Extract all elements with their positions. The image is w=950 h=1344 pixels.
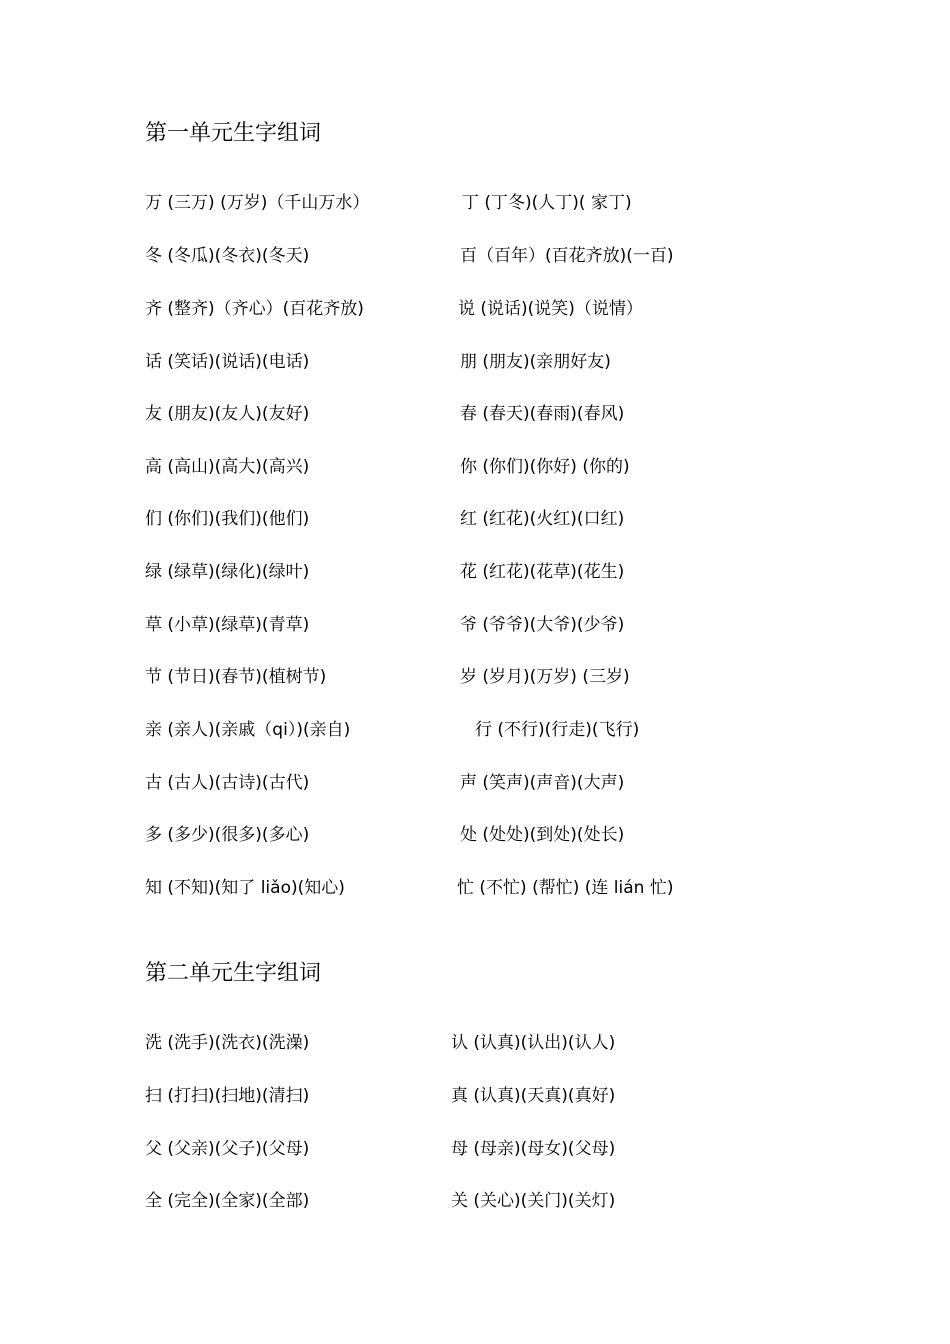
word-entry-right: 花 (红花)(花草)(花生)	[460, 562, 625, 582]
word-entry-right: 真 (认真)(天真)(真好)	[451, 1086, 616, 1106]
word-entry-left: 友 (朋友)(友人)(友好)	[145, 404, 310, 424]
word-entry-right: 百（百年）(百花齐放)(一百)	[460, 246, 674, 266]
word-entry-right: 爷 (爷爷)(大爷)(少爷)	[460, 615, 625, 635]
word-entry-right: 声 (笑声)(声音)(大声)	[460, 773, 625, 793]
word-entry-left: 齐 (整齐)（齐心）(百花齐放)	[145, 299, 364, 319]
word-entry-left: 话 (笑话)(说话)(电话)	[145, 352, 310, 372]
word-entry-left: 多 (多少)(很多)(多心)	[145, 825, 310, 845]
word-entry-right: 丁 (丁冬)(人丁)( 家丁)	[462, 193, 632, 213]
word-entry-left: 万 (三万) (万岁)（千山万水）	[145, 193, 370, 213]
word-entry-left: 扫 (打扫)(扫地)(清扫)	[145, 1086, 310, 1106]
word-entry-left: 绿 (绿草)(绿化)(绿叶)	[145, 562, 310, 582]
word-entry-left: 全 (完全)(全家)(全部)	[145, 1191, 310, 1211]
word-entry-right: 母 (母亲)(母女)(父母)	[451, 1139, 616, 1159]
word-entry-left: 知 (不知)(知了 liǎo)(知心)	[145, 878, 345, 898]
word-entry-right: 说 (说话)(说笑)（说情）	[458, 299, 643, 319]
word-entry-right: 认 (认真)(认出)(认人)	[451, 1033, 616, 1053]
word-entry-right: 处 (处处)(到处)(处长)	[460, 825, 625, 845]
word-entry-left: 草 (小草)(绿草)(青草)	[145, 615, 310, 635]
word-entry-left: 们 (你们)(我们)(他们)	[145, 509, 310, 529]
word-entry-left: 高 (高山)(高大)(高兴)	[145, 457, 310, 477]
word-entry-left: 亲 (亲人)(亲戚（qi）)(亲自)	[145, 720, 351, 740]
word-entry-left: 冬 (冬瓜)(冬衣)(冬天)	[145, 246, 310, 266]
word-entry-left: 洗 (洗手)(洗衣)(洗澡)	[145, 1033, 310, 1053]
word-entry-right: 朋 (朋友)(亲朋好友)	[460, 352, 611, 372]
unit2-title: 第二单元生字组词	[145, 961, 322, 986]
word-entry-right: 忙 (不忙) (帮忙) (连 lián 忙)	[457, 878, 674, 898]
word-entry-right: 春 (春天)(春雨)(春风)	[460, 404, 625, 424]
word-entry-left: 节 (节日)(春节)(植树节)	[145, 667, 327, 687]
word-entry-right: 岁 (岁月)(万岁) (三岁)	[460, 667, 630, 687]
word-entry-right: 关 (关心)(关门)(关灯)	[451, 1191, 616, 1211]
word-entry-left: 父 (父亲)(父子)(父母)	[145, 1139, 310, 1159]
word-entry-right: 红 (红花)(火红)(口红)	[460, 509, 625, 529]
word-entry-right: 行 (不行)(行走)(飞行)	[475, 720, 640, 740]
word-entry-left: 古 (古人)(古诗)(古代)	[145, 773, 310, 793]
unit1-title: 第一单元生字组词	[145, 121, 322, 146]
word-entry-right: 你 (你们)(你好) (你的)	[460, 457, 630, 477]
